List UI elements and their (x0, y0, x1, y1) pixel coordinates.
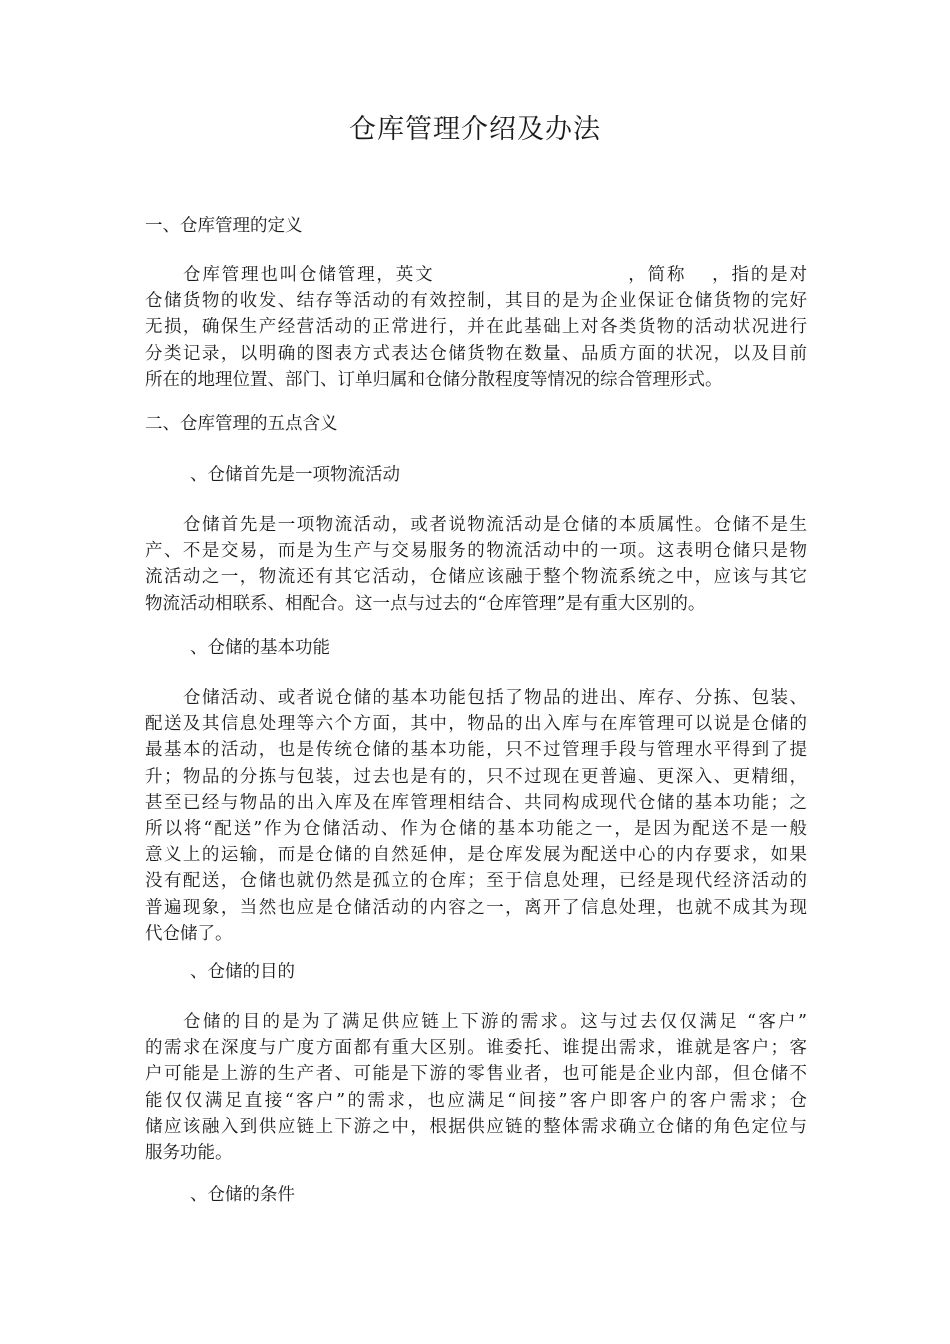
paragraph-line: 意义上的运输，而是仓储的自然延伸，是仓库发展为配送中心的内存要求，如果 (145, 845, 807, 866)
paragraph-line: 储应该融入到供应链上下游之中，根据供应链的整体需求确立仓储的角色定位与 (145, 1116, 807, 1137)
subsection-1-paragraph (145, 512, 807, 617)
subsection-2-paragraph (145, 685, 807, 947)
paragraph-line: 仓储活动、或者说仓储的基本功能包括了物品的进出、库存、分拣、包装、 (183, 688, 807, 708)
paragraph-line: 仓储货物的收发、结存等活动的有效控制，其目的是为企业保证仓储货物的完好 (145, 291, 807, 312)
subsection-4-heading: 、仓储的条件 (190, 1185, 295, 1205)
paragraph-line: 无损，确保生产经营活动的正常进行，并在此基础上对各类货物的活动状况进行 (145, 317, 807, 338)
section-1-paragraph (145, 262, 807, 393)
paragraph-line: 仓库管理也叫仓储管理，英文 ，简称 ，指的是对 (183, 265, 808, 285)
section-1-heading: 一、仓库管理的定义 (145, 216, 303, 236)
paragraph-line: 代仓储了。 (145, 923, 233, 944)
paragraph-line: 物流活动相联系、相配合。这一点与过去的“仓库管理”是有重大区别的。 (145, 593, 706, 614)
paragraph-line: 户可能是上游的生产者、可能是下游的零售业者，也可能是企业内部，但仓储不 (145, 1064, 807, 1085)
paragraph-line: 没有配送，仓储也就仍然是孤立的仓库；至于信息处理，已经是现代经济活动的 (145, 871, 807, 892)
paragraph-line: 仓储首先是一项物流活动，或者说物流活动是仓储的本质属性。仓储不是生 (183, 515, 807, 535)
paragraph-line: 的需求在深度与广度方面都有重大区别。谁委托、谁提出需求，谁就是客户；客 (145, 1038, 807, 1059)
paragraph-line: 所在的地理位置、部门、订单归属和仓储分散程度等情况的综合管理形式。 (145, 369, 723, 390)
section-2-heading: 二、仓库管理的五点含义 (145, 414, 338, 434)
paragraph-line: 分类记录，以明确的图表方式表达仓储货物在数量、品质方面的状况，以及目前 (145, 343, 807, 364)
paragraph-line: 所以将“配送”作为仓储活动、作为仓储的基本功能之一，是因为配送不是一般 (145, 819, 807, 840)
paragraph-line: 普遍现象，当然也应是仓储活动的内容之一，离开了信息处理，也就不成其为现 (145, 897, 807, 918)
document-title: 仓库管理介绍及办法 (349, 114, 601, 145)
paragraph-line: 流活动之一，物流还有其它活动，仓储应该融于整个物流系统之中，应该与其它 (145, 567, 807, 588)
paragraph-line: 配送及其信息处理等六个方面，其中，物品的出入库与在库管理可以说是仓储的 (145, 714, 807, 735)
subsection-1-heading: 、仓储首先是一项物流活动 (190, 465, 400, 485)
paragraph-line: 最基本的活动，也是传统仓储的基本功能，只不过管理手段与管理水平得到了提 (145, 740, 807, 761)
paragraph-line: 产、不是交易，而是为生产与交易服务的物流活动中的一项。这表明仓储只是物 (145, 541, 807, 562)
paragraph-line: 仓储的目的是为了满足供应链上下游的需求。这与过去仅仅满足 “客户” (183, 1012, 807, 1032)
paragraph-line: 服务功能。 (145, 1143, 233, 1164)
paragraph-line: 甚至已经与物品的出入库及在库管理相结合、共同构成现代仓储的基本功能；之 (145, 792, 807, 813)
subsection-3-heading: 、仓储的目的 (190, 962, 295, 982)
paragraph-line: 升；物品的分拣与包装，过去也是有的，只不过现在更普遍、更深入、更精细， (145, 766, 807, 787)
paragraph-line: 能仅仅满足直接“客户”的需求，也应满足“间接”客户即客户的客户需求；仓 (145, 1090, 807, 1111)
subsection-2-heading: 、仓储的基本功能 (190, 638, 330, 658)
subsection-3-paragraph (145, 1009, 807, 1166)
